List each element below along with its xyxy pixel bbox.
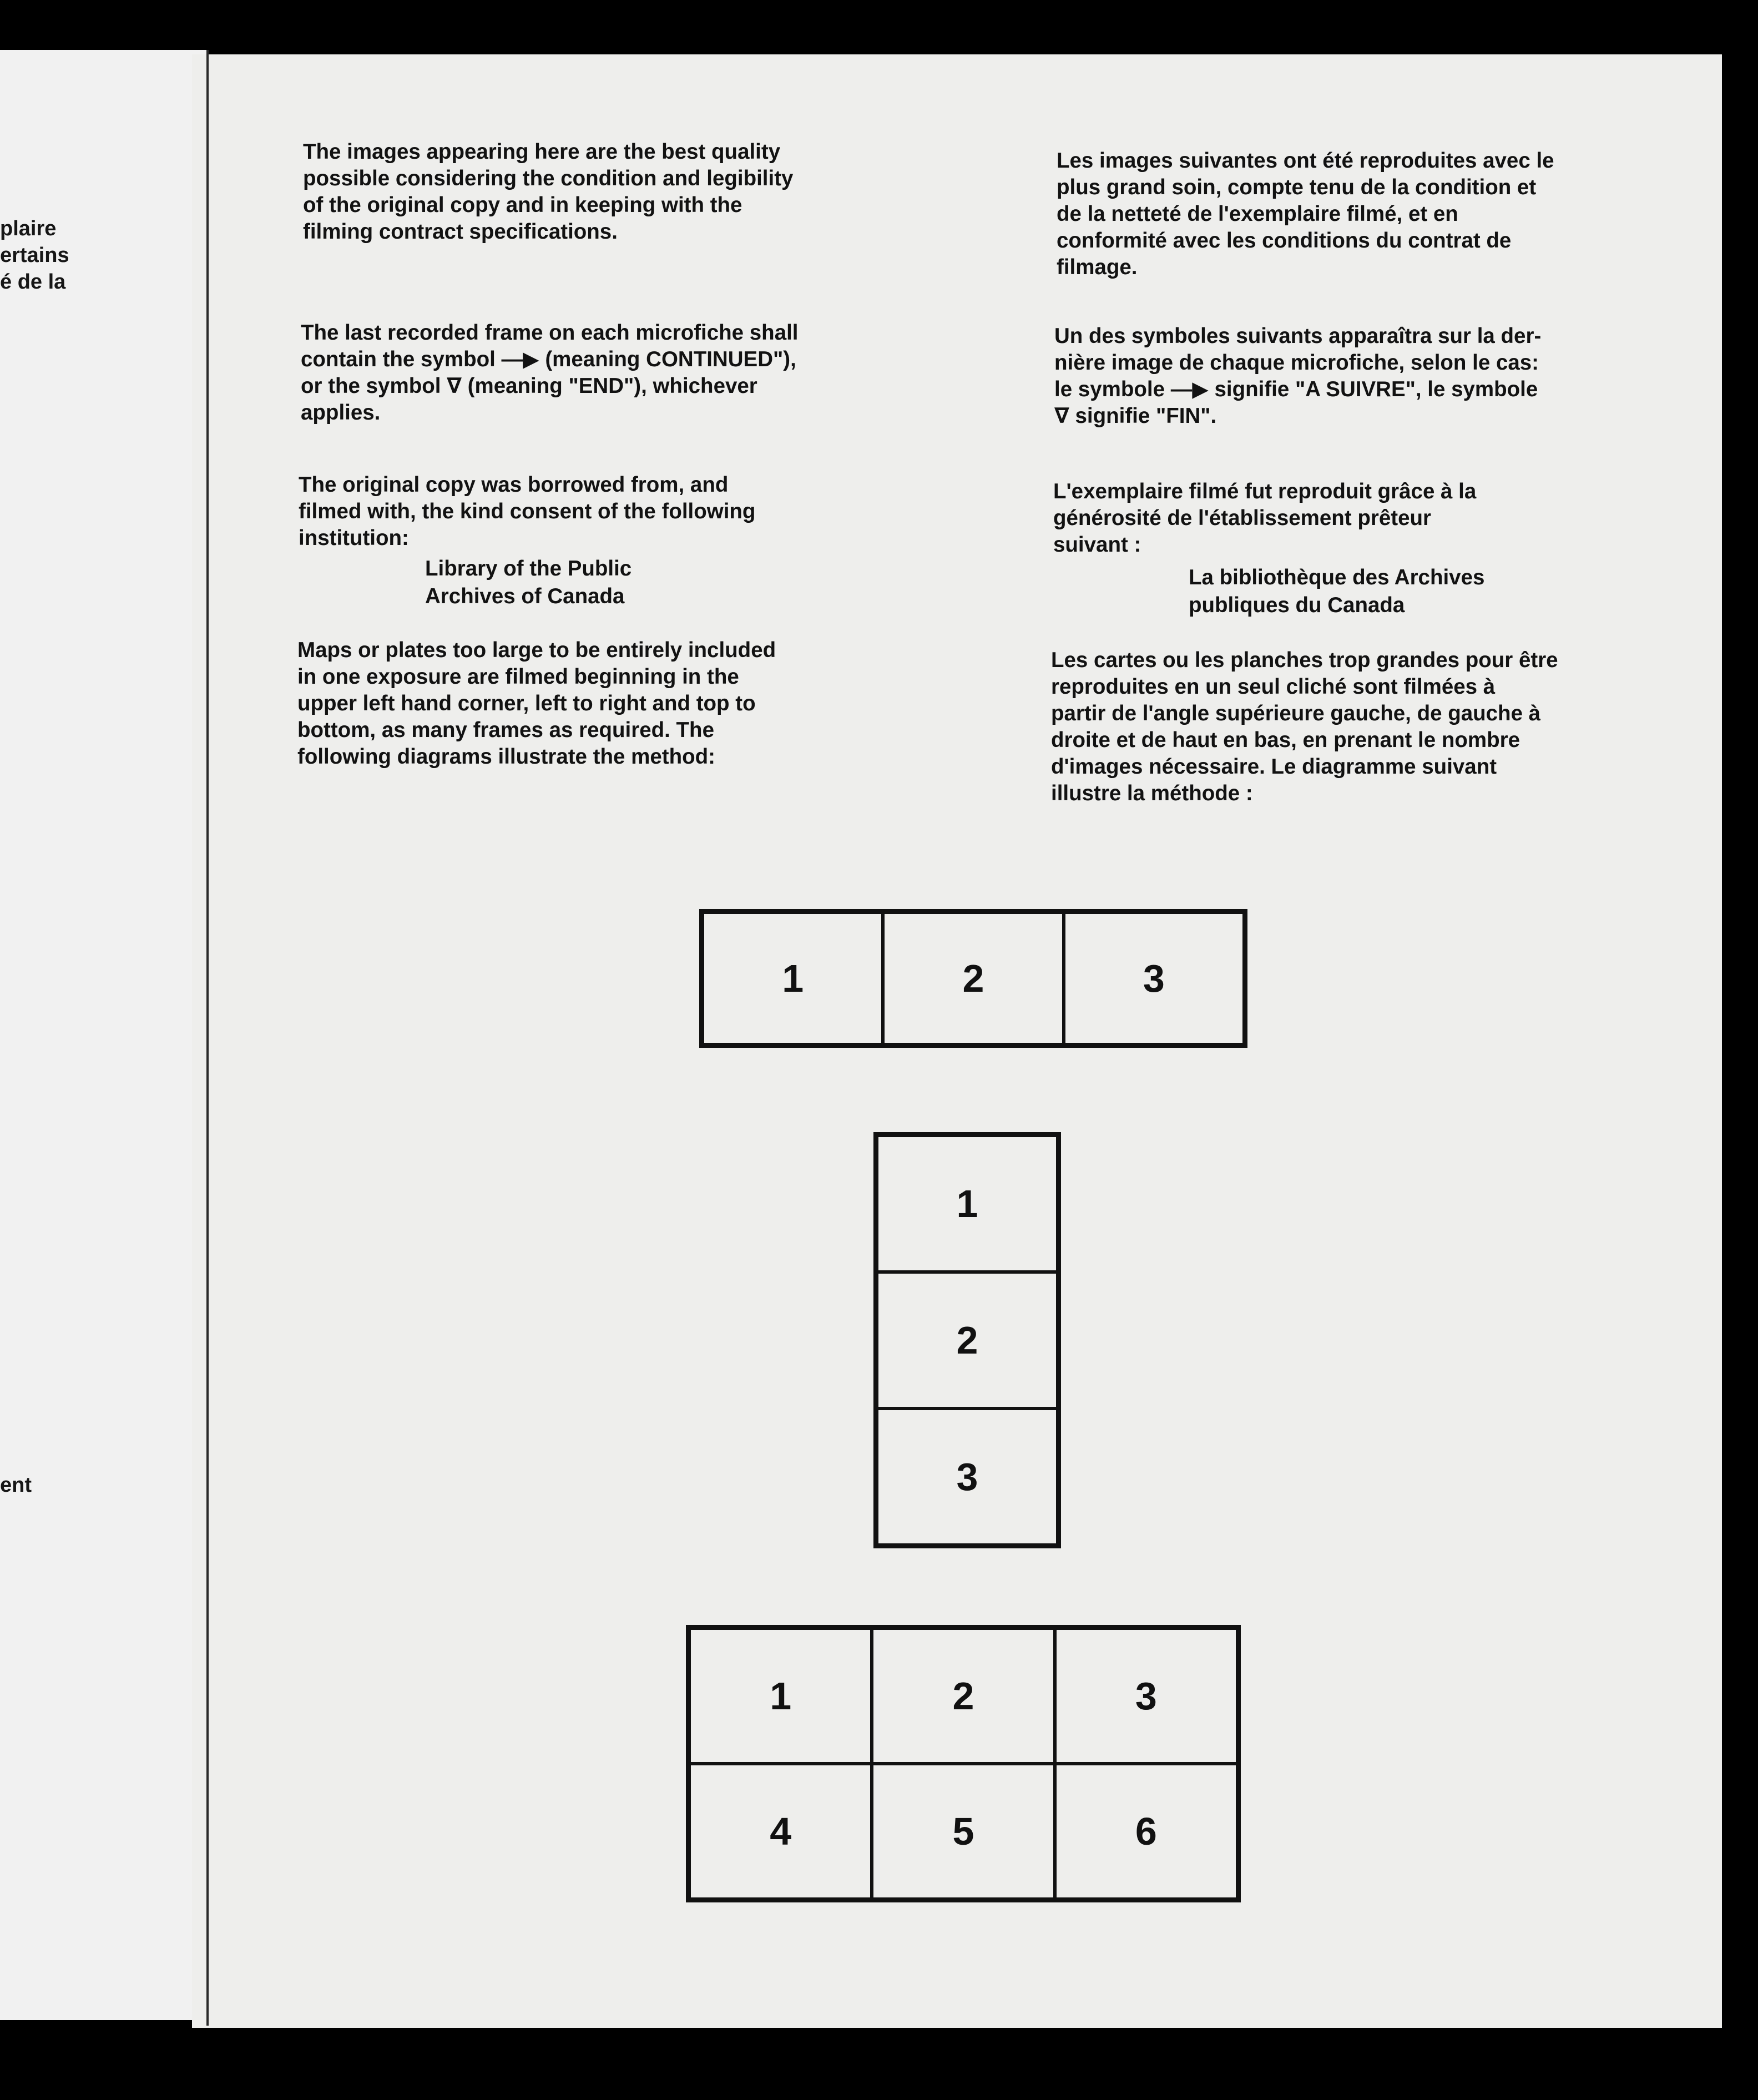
previous-page-fragment: ertains	[0, 244, 69, 267]
frame-cell: 1	[703, 912, 883, 1044]
french-institution-name: La bibliothèque des Archives publiques du Canada	[1189, 566, 1485, 617]
frame-cell: 1	[877, 1135, 1058, 1272]
frame-cell: 2	[872, 1628, 1054, 1764]
frame-cell: 4	[689, 1764, 872, 1899]
previous-page-fragment: plaire	[0, 217, 57, 240]
frame-cell: 1	[689, 1628, 872, 1764]
frame-cell: 3	[1064, 912, 1244, 1044]
diagram-vertical	[873, 1132, 1061, 1548]
frame-cell: 2	[883, 912, 1063, 1044]
frame-cell: 3	[877, 1409, 1058, 1545]
frame-cell: 5	[872, 1764, 1054, 1899]
french-quality-notice: Les images suivantes ont été reproduites avec le plus grand soin, compte tenu de la condition et de la netteté de l'exemplaire filmé, et en conformité avec les conditions du contrat de filmage.	[1057, 149, 1554, 279]
french-maps-notice: Les cartes ou les planches trop grandes pour être reproduites en un seul cliché sont filmées à partir de l'angle supérieure gauche, de gauche à droite et de haut en bas, en prenant le nombre d'images nécessaire. Le diagramme suivant illustre la méthode :	[1051, 648, 1558, 805]
frame-cell: 6	[1055, 1764, 1237, 1899]
frame-cell: 2	[877, 1272, 1058, 1409]
english-symbol-notice: The last recorded frame on each microfiche shall contain the symbol —▶ (meaning CONTINUED"), or the symbol ∇ (meaning "END"), whichever applies.	[301, 321, 799, 425]
frame-cell: 3	[1055, 1628, 1237, 1764]
english-quality-notice: The images appearing here are the best quality possible considering the condition and legibility of the original copy and in keeping with the filming contract specifications.	[303, 140, 794, 244]
english-maps-notice: Maps or plates too large to be entirely included in one exposure are filmed beginning in the upper left hand corner, left to right and top to bottom, as many frames as required. The following diagrams illustrate the method:	[297, 638, 776, 769]
previous-page-strip	[0, 50, 206, 2020]
diagram-horizontal	[699, 909, 1247, 1048]
filming-notice-page	[192, 54, 1722, 2028]
previous-page-fragment: ent	[0, 1473, 32, 1497]
french-symbol-notice: Un des symboles suivants apparaîtra sur la der- nière image de chaque microfiche, selon le cas: le symbole —▶ signifie "A SUIVRE", le symbole ∇ signifie "FIN".	[1054, 324, 1542, 428]
diagram-grid	[686, 1625, 1241, 1902]
english-institution-intro: The original copy was borrowed from, and filmed with, the kind consent of the following institution:	[299, 473, 756, 550]
previous-page-fragment: é de la	[0, 270, 66, 294]
english-institution-name: Library of the Public Archives of Canada	[425, 557, 632, 608]
french-institution-intro: L'exemplaire filmé fut reproduit grâce à la générosité de l'établissement prêteur suivant :	[1053, 479, 1477, 557]
page-fold-line	[206, 50, 209, 2026]
